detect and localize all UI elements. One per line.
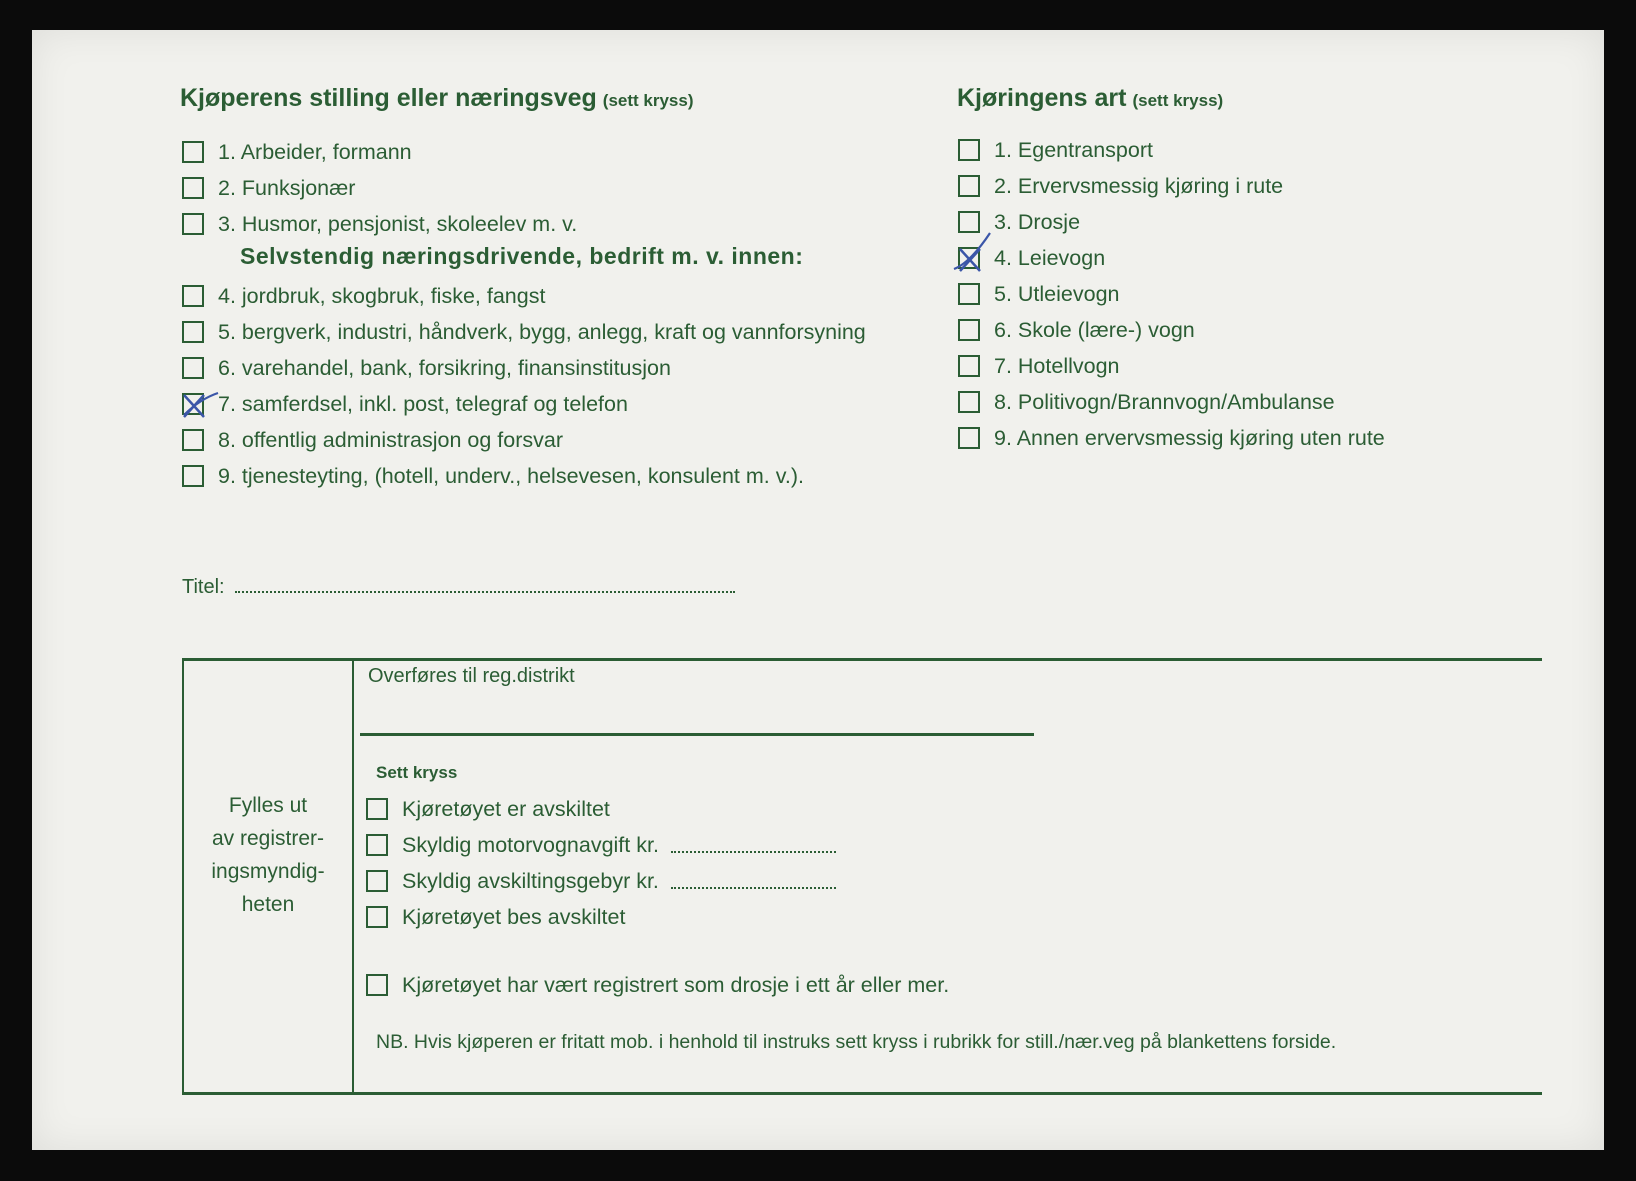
right-option-1[interactable] (958, 136, 1153, 164)
left-option-2[interactable] (182, 174, 355, 202)
checkbox[interactable] (958, 175, 980, 197)
checkbox-checked[interactable] (182, 393, 204, 415)
option-label: 9. Annen ervervsmessig kjøring uten rute (994, 425, 1385, 450)
amount-dotted-field[interactable] (671, 837, 836, 853)
option-label: 2. Funksjonær (218, 175, 356, 200)
checkbox[interactable] (366, 974, 388, 996)
left-title-text: Kjøperens stilling eller næringsveg (180, 84, 597, 112)
option-label: 4. jordbruk, skogbruk, fiske, fangst (218, 283, 546, 308)
left-option-6[interactable] (182, 354, 671, 382)
option-label: 3. Husmor, pensjonist, skoleelev m. v. (218, 211, 578, 236)
registry-option-3[interactable] (366, 867, 836, 895)
registry-option-2[interactable] (366, 831, 836, 859)
checkbox[interactable] (182, 357, 204, 379)
option-label: 7. samferdsel, inkl. post, telegraf og telefon (218, 391, 628, 416)
checkbox[interactable] (366, 834, 388, 856)
registry-option-1[interactable] (366, 795, 610, 823)
left-option-1[interactable] (182, 138, 412, 166)
left-option-4[interactable] (182, 282, 545, 310)
left-option-3[interactable] (182, 210, 577, 238)
box-divider (352, 661, 354, 1092)
checkbox[interactable] (366, 798, 388, 820)
right-option-9[interactable] (958, 424, 1385, 452)
checkbox[interactable] (958, 427, 980, 449)
option-label: Kjøretøyet har vært registrert som drosje i ett år eller mer. (402, 972, 950, 997)
checkbox[interactable] (958, 319, 980, 341)
left-title-note: (sett kryss) (602, 91, 694, 110)
checkbox[interactable] (958, 139, 980, 161)
option-label: 9. tjenesteyting, (hotell, underv., helsevesen, konsulent m. v.). (218, 463, 804, 488)
checkbox[interactable] (182, 141, 204, 163)
form-sheet (32, 30, 1604, 1150)
right-title-text: Kjøringens art (957, 84, 1127, 112)
side-label-line: Fylles ut (228, 794, 308, 817)
option-label: 4. Leievogn (994, 245, 1106, 270)
option-label: 8. offentlig administrasjon og forsvar (218, 427, 563, 452)
option-label: Kjøretøyet bes avskiltet (402, 904, 626, 929)
option-label: Skyldig avskiltingsgebyr kr. (402, 868, 659, 893)
option-label: 6. Skole (lære-) vogn (994, 317, 1195, 342)
right-section-title (957, 84, 1223, 113)
check-mark-icon (176, 385, 220, 425)
checkbox[interactable] (958, 355, 980, 377)
checkbox[interactable] (958, 391, 980, 413)
option-label: 1. Egentransport (994, 137, 1153, 162)
left-option-7[interactable] (182, 390, 628, 418)
right-title-note: (sett kryss) (1132, 91, 1224, 110)
option-label: 5. Utleievogn (994, 281, 1120, 306)
checkbox[interactable] (182, 321, 204, 343)
registry-option-drosje[interactable] (366, 971, 949, 999)
option-label: 8. Politivogn/Brannvogn/Ambulanse (994, 389, 1335, 414)
checkbox[interactable] (366, 906, 388, 928)
side-label-line: av registrer- (211, 827, 325, 850)
transfer-district-label: Overføres til reg.distrikt (368, 665, 575, 687)
checkbox[interactable] (182, 465, 204, 487)
amount-dotted-field[interactable] (671, 873, 836, 889)
registry-option-4[interactable] (366, 903, 625, 931)
left-section-title (180, 84, 694, 113)
checkbox[interactable] (958, 211, 980, 233)
checkbox[interactable] (182, 429, 204, 451)
check-mark-icon (952, 239, 996, 279)
option-label: 6. varehandel, bank, forsikring, finansinstitusjon (218, 355, 671, 380)
nb-note: NB. Hvis kjøperen er fritatt mob. i henhold til instruks sett kryss i rubrikk for still./nær.veg på blankettens forside. (376, 1031, 1337, 1053)
right-option-4[interactable] (958, 244, 1105, 272)
self-employed-subheading: Selvstendig næringsdrivende, bedrift m. v. innen: (240, 243, 804, 269)
right-option-8[interactable] (958, 388, 1335, 416)
registry-box (182, 658, 1542, 1095)
option-label: Skyldig motorvognavgift kr. (402, 832, 659, 857)
checkbox[interactable] (958, 283, 980, 305)
left-option-8[interactable] (182, 426, 563, 454)
transfer-district-line[interactable] (360, 733, 1034, 736)
left-option-5[interactable] (182, 318, 866, 346)
checkbox[interactable] (366, 870, 388, 892)
checkbox[interactable] (182, 177, 204, 199)
side-label-line: ingsmyndig- (211, 860, 325, 883)
right-option-7[interactable] (958, 352, 1120, 380)
checkbox[interactable] (182, 213, 204, 235)
right-option-5[interactable] (958, 280, 1120, 308)
option-label: 7. Hotellvogn (994, 353, 1120, 378)
checkbox[interactable] (182, 285, 204, 307)
checkbox-checked[interactable] (958, 247, 980, 269)
option-label: 5. bergverk, industri, håndverk, bygg, anlegg, kraft og vannforsyning (218, 319, 866, 344)
option-label: 3. Drosje (994, 209, 1081, 234)
right-option-2[interactable] (958, 172, 1283, 200)
sett-kryss-label: Sett kryss (376, 763, 458, 782)
left-option-9[interactable] (182, 462, 804, 490)
right-option-3[interactable] (958, 208, 1080, 236)
side-label-line: heten (241, 893, 295, 916)
titel-field[interactable] (182, 575, 735, 599)
right-option-6[interactable] (958, 316, 1195, 344)
titel-label: Titel: (182, 576, 225, 598)
registry-side-label (184, 789, 352, 921)
titel-dotted-line[interactable] (235, 575, 735, 593)
option-label: 2. Ervervsmessig kjøring i rute (994, 173, 1284, 198)
option-label: Kjøretøyet er avskiltet (402, 796, 610, 821)
option-label: 1. Arbeider, formann (218, 139, 412, 164)
